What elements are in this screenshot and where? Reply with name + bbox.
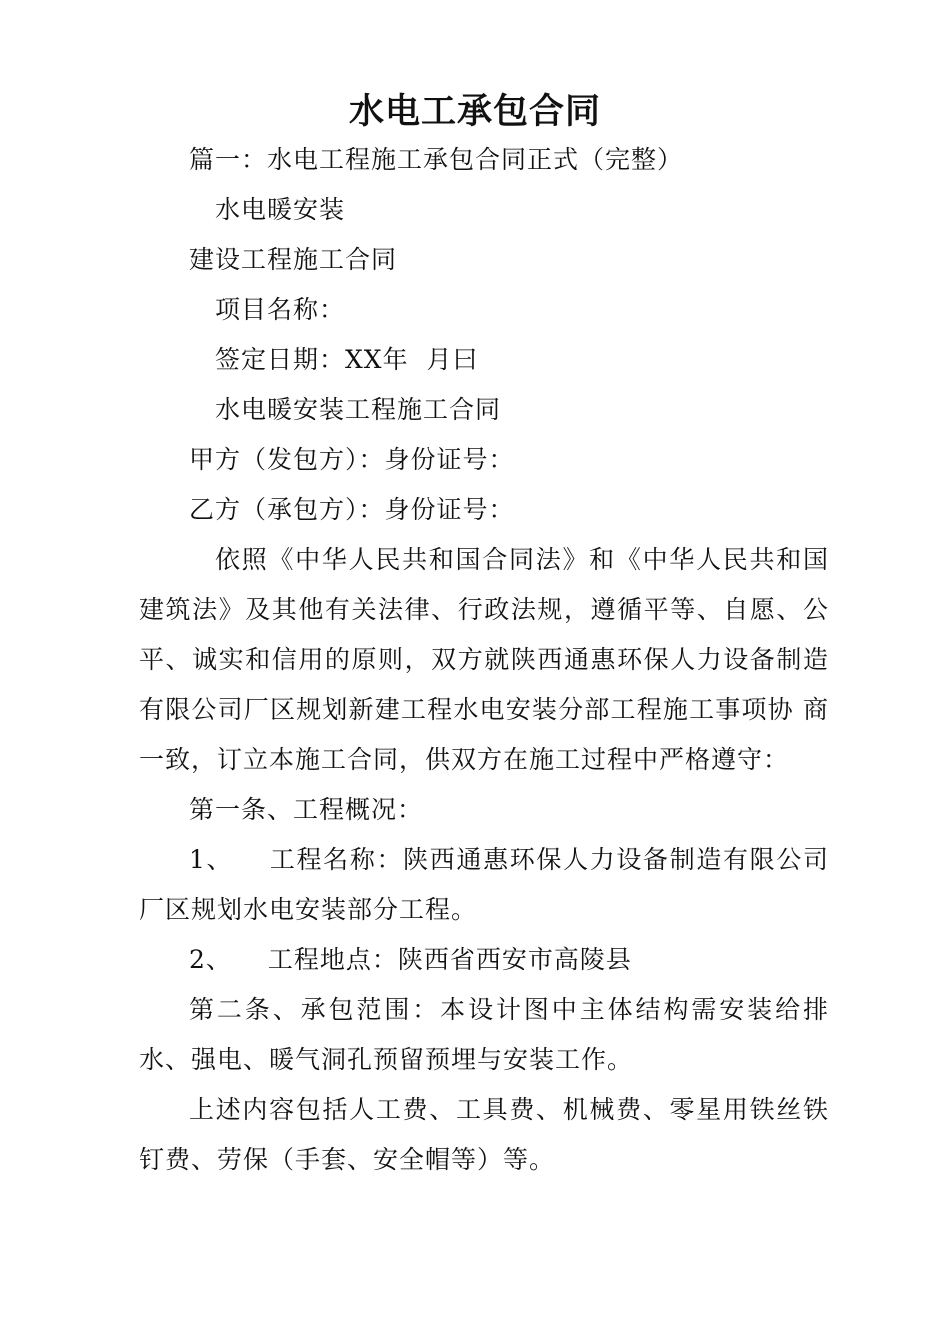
list-item [139, 835, 829, 935]
party-a-field: 甲方（发包方）：身份证号： [189, 445, 515, 474]
list-item-number: 2、 [189, 945, 232, 974]
list-item-number: 1、 [189, 845, 234, 874]
project-name-field: 项目名称： [215, 295, 346, 324]
list-item-text: 工程名称：陕西通惠环保人力设备制造有限公司厂区规划水电安装部分工程。 [139, 845, 829, 924]
list-item-text: 工程地点：陕西省西安市高陵县 [267, 945, 632, 974]
subtitle-installation: 水电暖安装 [215, 195, 346, 224]
article-two-paragraph: 第二条、承包范围：本设计图中主体结构需安装给排水、强电、暖气洞孔预留预埋与安装工作。 [139, 995, 829, 1074]
subtitle-contract-type: 建设工程施工合同 [189, 245, 398, 274]
list-item [139, 935, 829, 985]
preamble-paragraph: 依照《中华人民共和国合同法》和《中华人民共和国建筑法》及其他有关法律、行政法规，遵循平等、自愿、公平、诚实和信用的原则，双方就陕西通惠环保人力设备制造有限公司厂区规划新建工程水电安装分部工程施工事项协 商一致，订立本施工合同，供双方在施工过程中严格遵守： [139, 545, 829, 774]
party-b-field: 乙方（承包方）：身份证号： [189, 495, 515, 524]
document-title: 水电工承包合同 [348, 92, 601, 132]
article-one-heading: 第一条、工程概况： [189, 795, 424, 824]
chapter-heading: 篇一：水电工程施工承包合同正式（完整） [189, 145, 684, 174]
document-body [139, 135, 829, 1185]
contract-name: 水电暖安装工程施工合同 [215, 395, 502, 424]
signing-date-field: 签定日期：XX年 月曰 [215, 345, 479, 374]
cost-inclusion-paragraph: 上述内容包括人工费、工具费、机械费、零星用铁丝铁钉费、劳保（手套、安全帽等）等。 [139, 1095, 829, 1174]
